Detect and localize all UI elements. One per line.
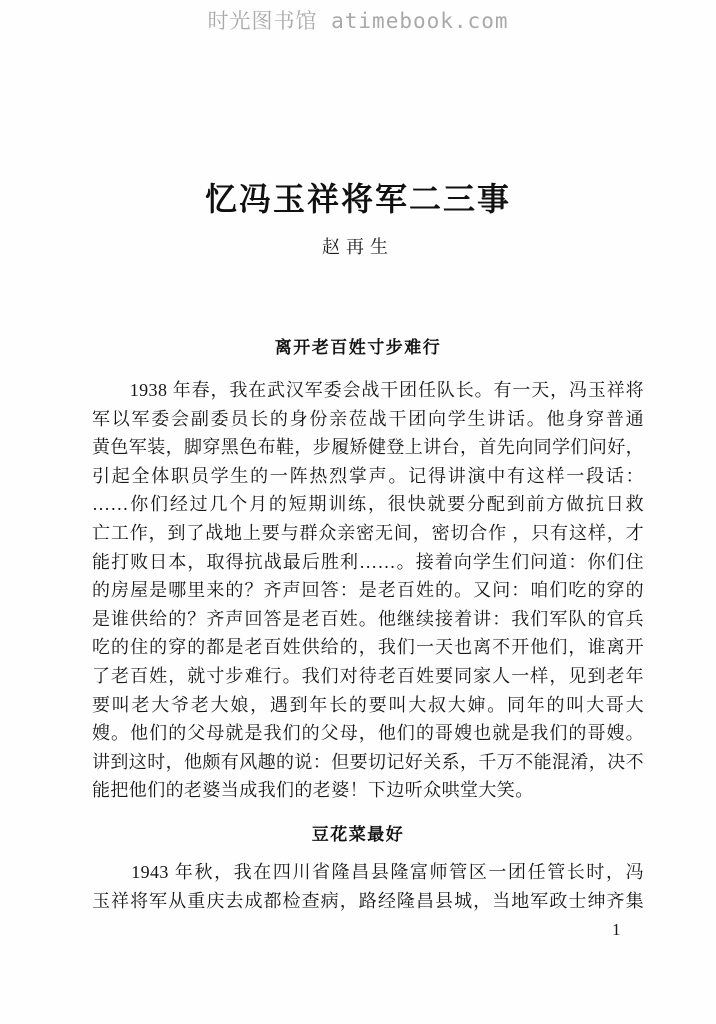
article-author: 赵再生 [322,237,394,257]
text-line: 引起全体职员学生的一阵热烈掌声。记得讲演中有这样一段话： [92,465,644,486]
text-line: 黄色军装，脚穿黑色布鞋，步履矫健登上讲台，首先向同学们问好， [92,437,644,458]
page-number: 1 [612,920,621,939]
article-title: 忆冯玉祥将军二三事 [204,181,511,217]
text-line: 吃的住的穿的都是老百姓供给的，我们一天也离不开他们，谁离开 [92,637,644,658]
text-line: 要叫老大爷老大娘，遇到年长的要叫大叔大婶。同年的叫大哥大 [92,694,644,715]
text-line: 玉祥将军从重庆去成都检查病，路经隆昌县城，当地军政士绅齐集 [92,890,644,911]
text-line: 嫂。他们的父母就是我们的父母，他们的哥嫂也就是我们的哥嫂。 [92,723,644,744]
text-line: 的房屋是哪里来的？齐声回答：是老百姓的。又问：咱们吃的穿的 [92,580,644,601]
text-line: 能打败日本，取得抗战最后胜利……。接着向学生们问道：你们住 [92,551,644,572]
text-line: 是谁供给的？齐声回答是老百姓。他继续接着讲：我们军队的官兵 [92,608,644,629]
text-line: 讲到这时，他颇有风趣的说：但要切记好关系，千万不能混淆，决不 [92,751,644,772]
section-heading-2: 豆花菜最好 [311,825,405,844]
paragraph-1 [92,376,644,805]
section-heading-1: 离开老百姓寸步难行 [274,338,442,357]
text-line: 1938 年春，我在武汉军委会战干团任队长。有一天，冯玉祥将 [92,380,644,400]
paragraph-2 [92,858,644,915]
text-line: 1943 年秋，我在四川省隆昌县隆富师管区一团任管长时，冯 [92,862,644,882]
text-line: 了老百姓，就寸步难行。我们对待老百姓要同家人一样，见到老年 [92,665,644,686]
site-watermark: 时光图书馆 atimebook.com [207,9,509,33]
text-line: 能把他们的老婆当成我们的老婆！下边听众哄堂大笑。 [92,780,534,801]
text-line: 军以军委会副委员长的身份亲莅战干团向学生讲话。他身穿普通 [92,408,644,429]
text-line: ……你们经过几个月的短期训练，很快就要分配到前方做抗日救 [92,494,644,515]
text-line: 亡工作，到了战地上要与群众亲密无间，密切合作 ，只有这样，才 [92,522,644,543]
